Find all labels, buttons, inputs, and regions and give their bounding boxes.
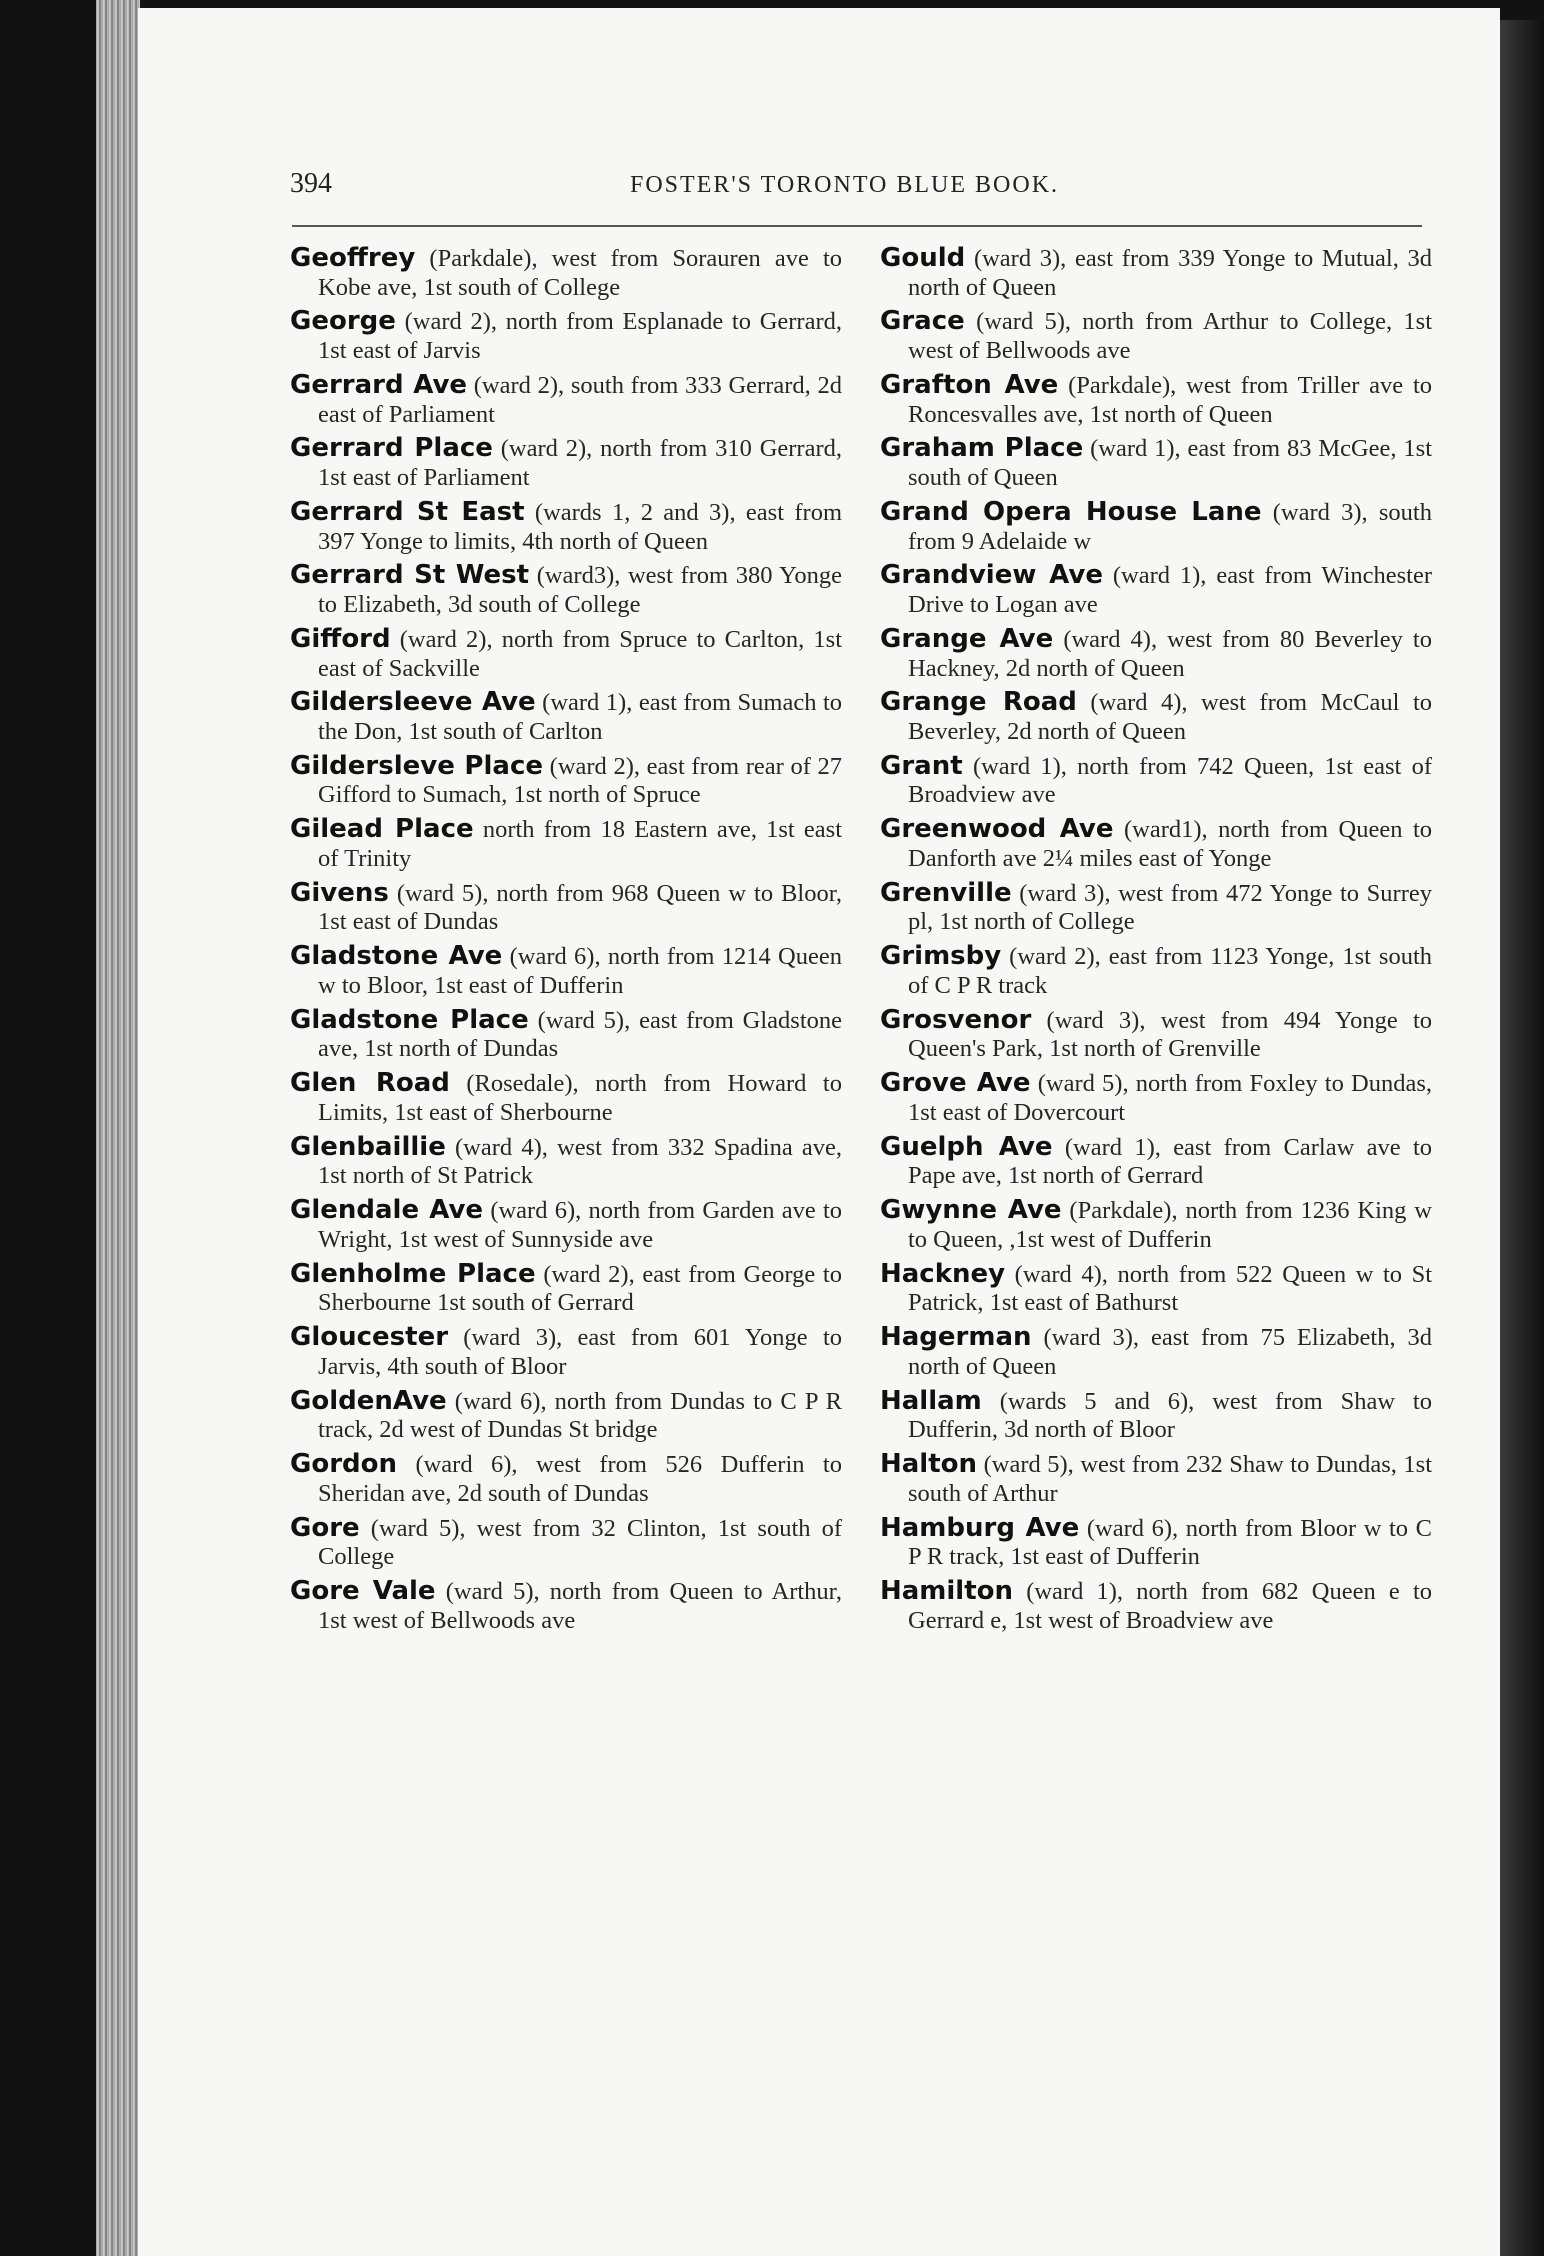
street-entry: [290, 942, 842, 1000]
street-entry: [290, 1450, 842, 1508]
street-description: (ward 3), east from 75 Elizabeth, 3d north of Queen: [908, 1324, 1432, 1380]
street-description: (ward 3), south from 9 Adelaide w: [908, 498, 1432, 555]
street-name: Guelph Ave: [880, 1131, 1053, 1162]
street-name: Grandview Ave: [880, 560, 1103, 591]
street-entry: [290, 1260, 842, 1318]
street-name: Grace: [880, 306, 965, 337]
street-entry: [880, 434, 1432, 492]
street-description: (ward1), north from Queen to Danforth ave 2¼ miles east of Yonge: [908, 816, 1432, 872]
street-entry: [290, 752, 842, 810]
street-entry: [290, 244, 842, 302]
street-description: (ward 4), west from 80 Beverley to Hackney, 2d north of Queen: [908, 625, 1432, 682]
street-description: (ward 3), west from 494 Yonge to Queen's Park, 1st north of Grenville: [908, 1006, 1432, 1063]
street-entry: [290, 1196, 842, 1254]
street-entry: [290, 1514, 842, 1572]
street-entry: [290, 434, 842, 492]
street-description: (ward 3), east from 601 Yonge to Jarvis, 4th south of Bloor: [318, 1324, 842, 1380]
street-description: (ward 3), east from 339 Yonge to Mutual, 3d north of Queen: [908, 245, 1433, 301]
street-name: Grosvenor: [880, 1004, 1032, 1035]
street-description: (ward 1), north from 742 Queen, 1st east of Broadview ave: [908, 752, 1433, 809]
street-description: (ward 1), east from Sumach to the Don, 1st south of Carlton: [318, 689, 842, 745]
street-name: Gerrard Place: [290, 433, 493, 464]
street-entry: [880, 561, 1432, 619]
street-description: (Parkdale), west from Sorauren ave to Kobe ave, 1st south of College: [318, 245, 843, 301]
street-entry: [880, 1387, 1432, 1445]
street-name: Grange Ave: [880, 623, 1054, 654]
street-entry: [290, 1577, 842, 1635]
street-description: (ward 5), north from Arthur to College, 1st west of Bellwoods ave: [908, 308, 1433, 365]
street-name: Hackney: [880, 1258, 1006, 1289]
street-description: (ward 2), east from rear of 27 Gifford to Sumach, 1st north of Spruce: [318, 752, 843, 809]
right-column: [880, 244, 1432, 1641]
running-title: FOSTER'S TORONTO BLUE BOOK.: [630, 172, 1060, 198]
street-entry: [880, 1133, 1432, 1191]
street-entry: [290, 1387, 842, 1445]
street-description: (ward 1), east from Carlaw ave to Pape ave, 1st north of Gerrard: [908, 1133, 1432, 1190]
street-name: Hamilton: [880, 1576, 1014, 1607]
street-name: Halton: [880, 1449, 978, 1480]
street-description: north from 18 Eastern ave, 1st east of Trinity: [318, 816, 842, 872]
street-name: Grand Opera House Lane: [880, 496, 1262, 527]
street-entry: [880, 1323, 1432, 1381]
left-column: [290, 244, 842, 1641]
street-description: (ward 2), south from 333 Gerrard, 2d east of Parliament: [318, 371, 842, 428]
street-entry: [290, 1133, 842, 1191]
street-name: Greenwood Ave: [880, 814, 1114, 845]
street-name: Hagerman: [880, 1322, 1032, 1353]
street-description: (ward 6), north from Garden ave to Wright, 1st west of Sunnyside ave: [318, 1197, 843, 1253]
street-description: (ward 4), west from McCaul to Beverley, 2d north of Queen: [908, 689, 1432, 745]
street-name: Gerrard St East: [290, 496, 525, 527]
header-rule: [292, 225, 1422, 227]
street-name: Grafton Ave: [880, 369, 1059, 400]
street-description: (ward 2), east from 1123 Yonge, 1st south of C P R track: [908, 943, 1432, 999]
street-name: Gerrard Ave: [290, 369, 468, 400]
street-name: Gladstone Ave: [290, 941, 503, 972]
street-description: (ward 6), north from Bloor w to C P R track, 1st east of Dufferin: [908, 1514, 1432, 1571]
street-description: (ward3), west from 380 Yonge to Elizabeth, 3d south of College: [318, 562, 842, 619]
street-entry: [290, 1006, 842, 1064]
street-name: Grimsby: [880, 941, 1002, 972]
street-name: Gildersleve Place: [290, 750, 543, 781]
street-entry: [880, 625, 1432, 683]
street-name: Gordon: [290, 1449, 398, 1480]
street-description: (Parkdale), west from Triller ave to Roncesvalles ave, 1st north of Queen: [908, 371, 1432, 428]
street-description: (ward 1), east from 83 McGee, 1st south of Queen: [908, 435, 1433, 492]
street-description: (ward 2), north from Esplanade to Gerrard, 1st east of Jarvis: [318, 308, 843, 365]
book-spine-shadow: [1500, 20, 1544, 2256]
street-description: (ward 6), north from Dundas to C P R track, 2d west of Dundas St bridge: [318, 1387, 843, 1444]
street-description: (ward 2), east from George to Sherbourne 1st south of Gerrard: [318, 1260, 842, 1317]
street-entry: [290, 371, 842, 429]
street-entry: [290, 307, 842, 365]
street-entry: [290, 815, 842, 873]
running-head: [290, 168, 1420, 208]
street-name: Gore: [290, 1512, 360, 1543]
street-entry: [880, 307, 1432, 365]
street-entry: [880, 371, 1432, 429]
street-entry: [880, 879, 1432, 937]
street-name: George: [290, 306, 396, 337]
street-name: Gould: [880, 243, 966, 273]
street-entry: [880, 244, 1432, 302]
street-name: Grenville: [880, 877, 1012, 908]
street-description: (ward 5), west from 232 Shaw to Dundas, 1st south of Arthur: [908, 1451, 1433, 1507]
street-entry: [880, 688, 1432, 746]
street-name: Geoffrey: [290, 243, 416, 273]
street-description: (ward 5), north from Queen to Arthur, 1st west of Bellwoods ave: [318, 1578, 842, 1634]
street-description: (Parkdale), north from 1236 King w to Queen, ,1st west of Dufferin: [908, 1197, 1432, 1253]
street-entry: [880, 1069, 1432, 1127]
street-entry: [880, 1450, 1432, 1508]
street-description: (ward 2), north from 310 Gerrard, 1st east of Parliament: [318, 435, 842, 492]
street-description: (ward 5), north from Foxley to Dundas, 1st east of Dovercourt: [908, 1070, 1433, 1126]
street-entry: [880, 1514, 1432, 1572]
street-description: (Rosedale), north from Howard to Limits, 1st east of Sherbourne: [318, 1070, 842, 1126]
street-entry: [880, 942, 1432, 1000]
street-entry: [290, 1069, 842, 1127]
street-name: Givens: [290, 877, 389, 908]
street-entry: [290, 561, 842, 619]
street-name: Glen Road: [290, 1068, 450, 1099]
street-name: Hallam: [880, 1385, 982, 1416]
street-description: (wards 1, 2 and 3), east from 397 Yonge to limits, 4th north of Queen: [318, 498, 843, 555]
street-name: Grant: [880, 750, 963, 781]
street-description: (ward 6), north from 1214 Queen w to Bloor, 1st east of Dufferin: [318, 943, 842, 999]
street-description: (ward 3), west from 472 Yonge to Surrey pl, 1st north of College: [908, 879, 1432, 936]
street-entry: [290, 1323, 842, 1381]
street-name: Gerrard St West: [290, 560, 530, 591]
street-entry: [880, 1260, 1432, 1318]
street-name: Gore Vale: [290, 1576, 436, 1607]
street-description: (ward 4), west from 332 Spadina ave, 1st north of St Patrick: [318, 1133, 842, 1190]
street-entry: [290, 498, 842, 556]
street-name: Gildersleeve Ave: [290, 687, 536, 718]
street-description: (ward 5), east from Gladstone ave, 1st north of Dundas: [318, 1006, 842, 1063]
street-description: (wards 5 and 6), west from Shaw to Dufferin, 3d north of Bloor: [908, 1387, 1432, 1444]
street-description: (ward 1), north from 682 Queen e to Gerrard e, 1st west of Broadview ave: [908, 1578, 1432, 1634]
street-entry: [290, 625, 842, 683]
street-name: Gifford: [290, 623, 391, 654]
street-entry: [880, 815, 1432, 873]
street-description: (ward 2), north from Spruce to Carlton, 1st east of Sackville: [318, 625, 842, 682]
street-name: Gilead Place: [290, 814, 474, 845]
street-entry: [880, 498, 1432, 556]
street-description: (ward 1), east from Winchester Drive to Logan ave: [908, 562, 1432, 619]
street-entry: [880, 1577, 1432, 1635]
street-entry: [880, 1006, 1432, 1064]
street-entry: [880, 1196, 1432, 1254]
street-name: Glenholme Place: [290, 1258, 536, 1289]
street-name: Glenbaillie: [290, 1131, 446, 1162]
street-name: Grange Road: [880, 687, 1077, 718]
street-name: Gladstone Place: [290, 1004, 529, 1035]
street-description: (ward 4), north from 522 Queen w to St Patrick, 1st east of Bathurst: [908, 1260, 1432, 1317]
street-entry: [880, 752, 1432, 810]
street-name: Gloucester: [290, 1322, 449, 1353]
street-description: (ward 5), north from 968 Queen w to Bloor, 1st east of Dundas: [318, 879, 843, 936]
street-description: (ward 6), west from 526 Dufferin to Sheridan ave, 2d south of Dundas: [318, 1451, 842, 1507]
street-name: Hamburg Ave: [880, 1512, 1080, 1543]
street-entry: [290, 688, 842, 746]
page-stack-edge: [96, 0, 140, 2256]
street-name: GoldenAve: [290, 1385, 447, 1416]
street-description: (ward 5), west from 32 Clinton, 1st south of College: [318, 1514, 843, 1571]
street-name: Graham Place: [880, 433, 1084, 464]
page-number: 394: [290, 168, 332, 199]
street-name: Gwynne Ave: [880, 1195, 1062, 1226]
street-name: Grove Ave: [880, 1068, 1031, 1099]
street-name: Glendale Ave: [290, 1195, 484, 1226]
street-entry: [290, 879, 842, 937]
